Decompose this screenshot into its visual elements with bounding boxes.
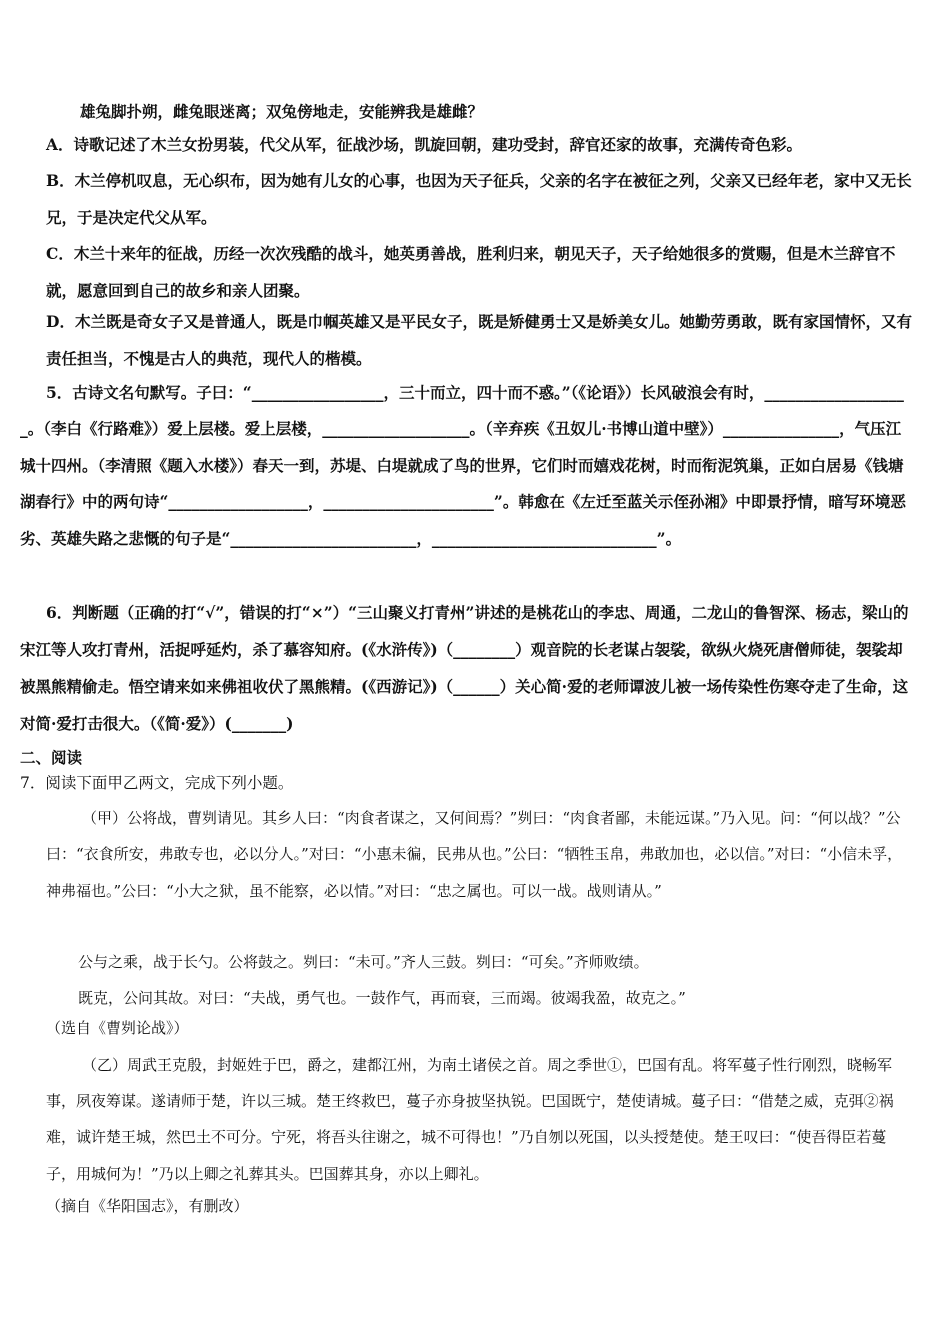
option-a-text: 诗歌记述了木兰女扮男装，代父从军，征战沙场，凯旋回朝，建功受封，辞官还家的故事，充满传奇色彩。 <box>73 135 803 154</box>
option-c-label: C． <box>46 244 74 263</box>
option-d[interactable] <box>46 304 912 377</box>
option-c[interactable] <box>46 236 912 309</box>
passage-jia-source: （选自《曹刿论战》） <box>46 1019 189 1037</box>
option-a-label: A． <box>46 135 74 154</box>
option-c-text: 木兰十来年的征战，历经一次次残酷的战斗，她英勇善战，胜利归来，朝见天子，天子给她很多的赏赐，但是木兰辞官不就，愿意回到自己的故乡和亲人团聚。 <box>46 244 896 300</box>
question-6: 6．判断题（正确的打“√”，错误的打“×”）“三山聚义打青州”讲述的是桃花山的李忠、周通，二龙山的鲁智深、杨志，梁山的宋江等人攻打青州，活捉呼延灼，杀了慕容知府。(《水浒传》)（________）观音院的长老谋占袈裟，欲纵火烧死唐僧师徒，袈裟却被黑熊精偷走。悟空请来如来佛祖收伏了黑熊精。(《西游记》)（______）关心简·爱的老师谭波儿被一场传染性伤寒夺走了生命，这对简·爱打击很大。（《简·爱》）(_______) <box>20 603 909 733</box>
option-b-text: 木兰停机叹息，无心织布，因为她有儿女的心事，也因为天子征兵，父亲的名字在被征之列，父亲又已经年老，家中又无长兄，于是决定代父从军。 <box>46 171 912 227</box>
question-7: 7．阅读下面甲乙两文，完成下列小题。 <box>20 774 294 792</box>
passage-jia-para-3: 既克，公问其故。对曰：“夫战，勇气也。一鼓作气，再而衰，三而竭。彼竭我盈，故克之。” <box>78 989 686 1007</box>
question-5: 5．古诗文名句默写。子曰：“_________________，三十而立，四十而不惑。”（《论语》）长风破浪会有时，___________________。（李白《行路难》）爱上层楼。爱上层楼，___________________。（辛弃疾《丑奴儿·书博山道中壁》）_______________，气压江城十四州。（李清照《题入水楼》）春天一到，苏堤、白堤就成了鸟的世界，它们时而嬉戏花树，时而衔泥筑巢，正如白居易《钱塘湖春行》中的两句诗“__________________，______________________”。韩愈在《左迁至蓝关示侄孙湘》中即景抒情，暗写环境恶劣、英雄失路之悲慨的句子是“________________________，_____________________________”。 <box>20 383 906 548</box>
passage-yi-source: （摘自《华阳国志》，有删改） <box>46 1197 249 1215</box>
poem-tail: 雄兔脚扑朔，雌兔眼迷离；双兔傍地走，安能辨我是雄雌？ <box>80 102 484 121</box>
option-a[interactable] <box>46 127 912 164</box>
option-d-text: 木兰既是奇女子又是普通人，既是巾帼英雄又是平民女子，既是矫健勇士又是娇美女儿。她勤劳勇敢，既有家国情怀，又有责任担当，不愧是古人的典范，现代人的楷模。 <box>46 312 912 368</box>
passage-yi: （乙）周武王克殷，封姬姓于巴，爵之，建都江州，为南土诸侯之首。周之季世①，巴国有乱。将军蔓子性行刚烈，晓畅军事，夙夜筹谋。遂请师于楚，许以三城。楚王终救巴，蔓子亦身披坚执锐。巴国既宁，楚使请城。蔓子曰：“借楚之威，克弭②祸难，诚许楚王城，然巴土不可分。宁死，将吾头往谢之，城不可得也！”乃自刎以死国，以头授楚使。楚王叹曰：“使吾得臣若蔓子，用城何为！”乃以上卿之礼葬其头。巴国葬其身，亦以上卿礼。 <box>46 1056 894 1183</box>
passage-jia-para-2: 公与之乘，战于长勺。公将鼓之。刿曰：“未可。”齐人三鼓。刿曰：“可矣。”齐师败绩。 <box>78 953 649 971</box>
option-b[interactable] <box>46 163 912 236</box>
section-title-reading: 二、阅读 <box>20 748 83 767</box>
option-b-label: B． <box>46 171 75 190</box>
option-d-label: D． <box>46 312 75 331</box>
passage-jia-para-1: （甲）公将战，曹刿请见。其乡人曰：“肉食者谋之，又何间焉？”刿曰：“肉食者鄙，未能远谋。”乃入见。问：“何以战？”公曰：“衣食所安，弗敢专也，必以分人。”对曰：“小惠未徧，民弗从也。”公曰：“牺牲玉帛，弗敢加也，必以信。”对曰：“小信未孚，神弗福也。”公曰：“小大之狱，虽不能察，必以情。”对曰：“忠之属也。可以一战。战则请从。” <box>46 809 903 900</box>
